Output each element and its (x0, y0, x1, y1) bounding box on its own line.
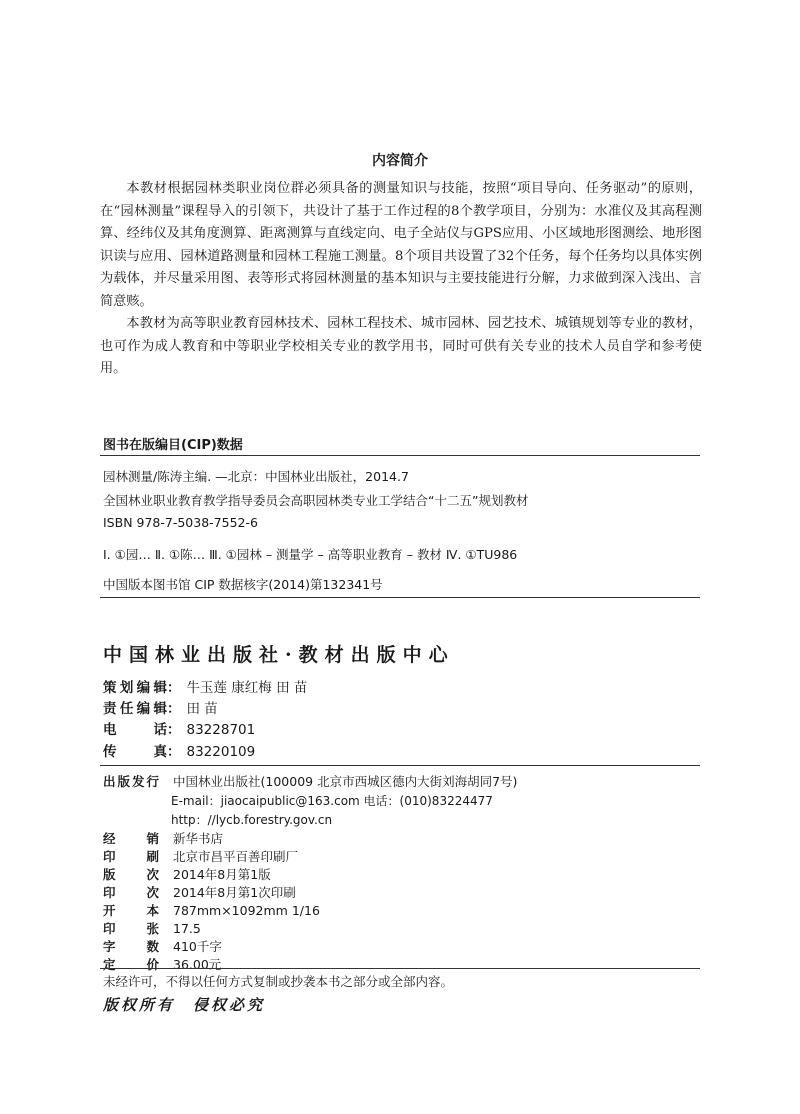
publishing-row (103, 829, 223, 847)
publishing-row-label: 字 数 (103, 939, 159, 954)
phone-label: 电 话 (103, 722, 167, 738)
publishing-row-value: 北京市昌平百善印刷厂 (173, 849, 299, 864)
cip-line-classification: Ⅰ. ①园… Ⅱ. ①陈… Ⅲ. ①园林 – 测量学 – 高等职业教育 – 教材 Ⅳ. ①TU986 (103, 547, 518, 562)
publishing-row-value: 新华书店 (173, 831, 224, 846)
cip-line-series: 全国林业职业教育教学指导委员会高职园林类专业工学结合“十二五”规划教材 (103, 493, 529, 508)
publisher-title: 中国林业出版社·教材出版中心 (103, 644, 455, 666)
divider (100, 597, 700, 598)
divider (100, 455, 700, 456)
publishing-row-label: 经 销 (103, 831, 159, 846)
publishing-row-label: 印 刷 (103, 849, 159, 864)
phone-value: 83228701 (186, 722, 256, 738)
fax-value: 83220109 (186, 744, 256, 760)
rights-part: 侵权必究 (193, 996, 266, 1014)
publishing-row (103, 901, 320, 919)
website-line: http：//lycb.forestry.gov.cn (171, 813, 333, 827)
responsible-editor-row: 责任编辑： 田 苗 (103, 697, 218, 717)
planning-editor-value: 牛玉莲 康红梅 田 苗 (186, 680, 308, 696)
summary-paragraph: 本教材根据园林类职业岗位群必须具备的测量知识与技能，按照“项目导向、任务驱动”的原则，在“园林测量”课程导入的引领下，共设计了基于工作过程的8个教学项目，分别为：水准仪及其高程测算、经纬仪及其角度测算、距离测算与直线定向、电子全站仪与GPS应用、小区域地形图测绘、地形图识读与应用、园林道路测量和园林工程施工测量。8个项目共设置了32个任务，每个任务均以具体实例为载体，并尽量采用图、表等形式将园林测量的基本知识与主要技能进行分解，力求做到深入浅出、言简意赅。 (100, 181, 702, 309)
publishing-row (103, 937, 222, 955)
planning-editor-row: 策划编辑： 牛玉莲 康红梅 田 苗 (103, 676, 307, 696)
publishing-row-label: 印 次 (103, 885, 159, 900)
publishing-row-value: 2014年8月第1次印刷 (173, 885, 296, 900)
cip-heading: 图书在版编目(CIP)数据 (103, 438, 243, 453)
fax-label: 传 真 (103, 744, 167, 760)
summary-title: 内容简介 (372, 153, 428, 169)
responsible-editor-label: 责任编辑 (103, 701, 167, 717)
summary-paragraph: 本教材为高等职业教育园林技术、园林工程技术、城市园林、园艺技术、城镇规划等专业的教材，也可作为成人教育和中等职业学校相关专业的教学用书，同时可供有关专业的技术人员自学和参考使用。 (100, 316, 702, 376)
cip-line-isbn: ISBN 978-7-5038-7552-6 (103, 515, 258, 530)
publishing-row-value: 787mm×1092mm 1/16 (173, 903, 320, 918)
publishing-row-label: 定 价 (103, 957, 159, 972)
rights-statement (103, 994, 265, 1015)
publishing-row-value: 17.5 (173, 921, 201, 936)
phone-row: 电 话： 83228701 (103, 718, 255, 738)
publishing-row (103, 955, 221, 973)
divider (100, 968, 700, 969)
rights-part: 版权所有 (103, 996, 176, 1014)
responsible-editor-value: 田 苗 (186, 701, 218, 717)
publishing-row-value: 36.00元 (173, 957, 222, 972)
publishing-row-label: 开 本 (103, 903, 159, 918)
fax-row: 传 真： 83220109 (103, 740, 255, 760)
publishing-row-label: 印 张 (103, 921, 159, 936)
issuer-value: 中国林业出版社(100009 北京市西城区德内大街刘海胡同7号) (173, 774, 518, 789)
publishing-row (103, 847, 298, 865)
issuer-label: 出版发行 (103, 774, 159, 789)
publishing-row (103, 919, 201, 937)
publishing-row (103, 883, 296, 901)
publishing-row-value: 410千字 (173, 939, 222, 954)
publishing-row-value: 2014年8月第1版 (173, 867, 271, 882)
issuer-row (103, 772, 517, 790)
cip-line-title: 园林测量/陈涛主编. —北京：中国林业出版社，2014.7 (103, 469, 409, 484)
planning-editor-label: 策划编辑 (103, 680, 167, 696)
publishing-row (103, 865, 271, 883)
publishing-row-label: 版 次 (103, 867, 159, 882)
summary-body (100, 178, 702, 381)
cip-line-number: 中国版本图书馆 CIP 数据核字(2014)第132341号 (103, 577, 383, 592)
divider (100, 765, 700, 766)
email-line: E-mail：jiaocaipublic@163.com 电话：(010)83224477 (171, 794, 493, 808)
copy-notice: 未经许可，不得以任何方式复制或抄袭本书之部分或全部内容。 (103, 974, 454, 989)
